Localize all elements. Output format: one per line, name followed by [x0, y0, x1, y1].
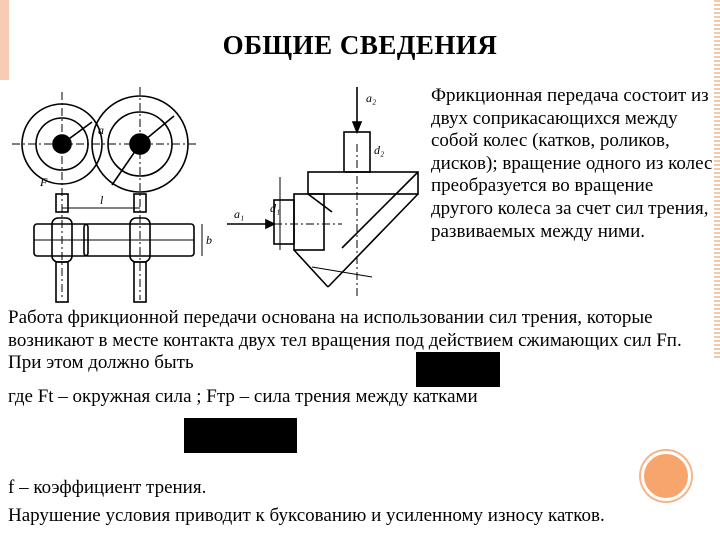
label-b: b — [206, 233, 212, 247]
label-l: l — [100, 193, 104, 207]
label-F: F — [40, 175, 48, 189]
slide-title: ОБЩИЕ СВЕДЕНИЯ — [222, 30, 498, 60]
friction-gear-drawing — [12, 82, 422, 304]
label-a: a — [98, 123, 104, 137]
redacted-formula-2 — [184, 418, 297, 453]
label-a2: a₂ — [366, 91, 377, 105]
redacted-formula — [416, 352, 500, 387]
definition-paragraph: Фрикционная передача состоит из двух соприкасающихся между собой колес (катков, роликов, дисков); вращение одного из колес преобразуется во вращение другого колеса за счет сил трения, развиваемых между ними. — [431, 85, 713, 242]
label-d1: d₁ — [270, 201, 281, 215]
friction-coefficient-line: f – коэффициент трения. — [8, 477, 207, 498]
violation-line: Нарушение условия приводит к буксованию и усиленному износу катков. — [8, 505, 605, 526]
label-d2: d₂ — [374, 143, 385, 157]
where-line: где Ft – окружная сила ; Fтр – сила трения между катками — [8, 386, 478, 407]
principle-paragraph: Работа фрикционной передачи основана на использовании сил трения, которые возникают в месте контакта двух тел вращения под действием сжимающих сил Fп. При этом должно быть — [8, 307, 682, 373]
decorative-orange-circle — [641, 451, 691, 501]
label-a1: a₁ — [234, 207, 245, 221]
